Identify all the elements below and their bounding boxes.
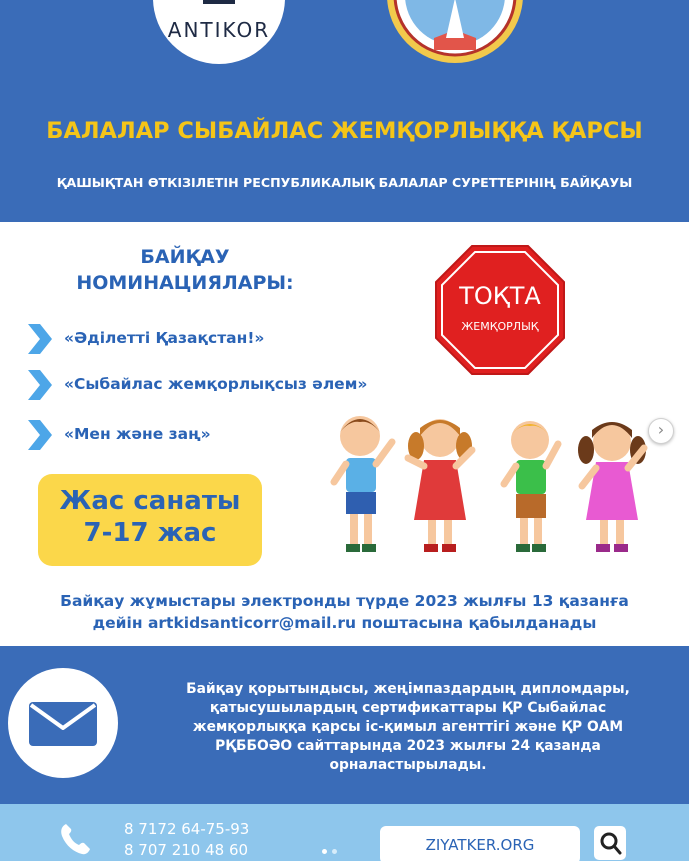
envelope-icon	[8, 668, 118, 778]
nomination-label: «Әділетті Қазақстан!»	[64, 329, 265, 347]
deadline-line2: дейін artkidsanticorr@mail.ru поштасына қабылданады	[92, 614, 597, 632]
children-illustration	[322, 402, 664, 562]
results-banner	[0, 646, 689, 804]
stop-sign-big-text: ТОҚТА	[459, 282, 541, 310]
nomination-label: «Сыбайлас жемқорлықсыз әлем»	[64, 375, 368, 393]
nominations-title-line2: НОМИНАЦИЯЛАРЫ:	[76, 272, 294, 294]
phone-number-2[interactable]: 8 707 210 48 60	[124, 841, 249, 859]
results-line: қатысушылардың сертификаттары ҚР Сыбайлас	[209, 700, 607, 716]
chevron-right-icon	[22, 322, 54, 356]
age-line2: 7-17 жас	[83, 518, 217, 548]
page-title: БАЛАЛАР СЫБАЙЛАС ЖЕМҚОРЛЫҚҚА ҚАРСЫ	[46, 118, 643, 144]
search-button[interactable]	[594, 826, 626, 860]
stop-sign	[434, 244, 566, 376]
deadline-line1: Байқау жұмыстары электронды түрде 2023 жылғы 13 қазанға	[60, 592, 629, 610]
results-line: РҚББОӘО сайттарында 2023 жылғы 24 қазанда	[215, 738, 601, 754]
header-banner	[0, 0, 689, 222]
stop-sign-small-text: ЖЕМҚОРЛЫҚ	[461, 320, 539, 333]
carousel-dot-active[interactable]	[322, 849, 327, 854]
emblem-seal-icon	[386, 0, 524, 64]
nomination-item	[22, 320, 422, 360]
age-badge	[38, 474, 262, 566]
nominations-title-line1: БАЙҚАУ	[140, 246, 230, 268]
results-text	[148, 680, 668, 775]
results-line: орналастырылады.	[329, 757, 487, 773]
results-line: жемқорлыққа қарсы іс-қимыл агенттігі және ҚР ОАМ	[192, 719, 624, 735]
search-icon	[594, 826, 626, 860]
antikor-logo-mark	[203, 0, 235, 4]
carousel-dot[interactable]	[332, 849, 337, 854]
chevron-next-icon: ›	[657, 420, 665, 439]
chevron-right-icon	[22, 368, 54, 402]
website-link[interactable]: ZIYATKER.ORG	[380, 826, 580, 861]
deadline-text	[0, 590, 689, 634]
phone-number-1[interactable]: 8 7172 64-75-93	[124, 820, 250, 838]
nomination-label: «Мен және заң»	[64, 425, 211, 443]
nominations-title	[40, 244, 330, 296]
footer	[0, 804, 689, 861]
antikor-logo	[153, 0, 285, 64]
phone-icon	[58, 822, 92, 856]
antikor-logo-text: ANTIKOR	[167, 18, 271, 42]
carousel-next-button[interactable]	[648, 418, 674, 444]
page-subtitle: ҚАШЫҚТАН ӨТКІЗІЛЕТІН РЕСПУБЛИКАЛЫҚ БАЛАЛАР СУРЕТТЕРІНІҢ БАЙҚАУЫ	[56, 175, 633, 190]
content-section	[0, 222, 689, 646]
envelope-badge	[8, 668, 118, 778]
chevron-right-icon	[22, 418, 54, 452]
nomination-item	[22, 366, 422, 406]
carousel-dots	[322, 849, 348, 855]
results-line: Байқау қорытындысы, жеңімпаздардың дипломдары,	[186, 681, 630, 697]
age-line1: Жас санаты	[59, 486, 241, 516]
